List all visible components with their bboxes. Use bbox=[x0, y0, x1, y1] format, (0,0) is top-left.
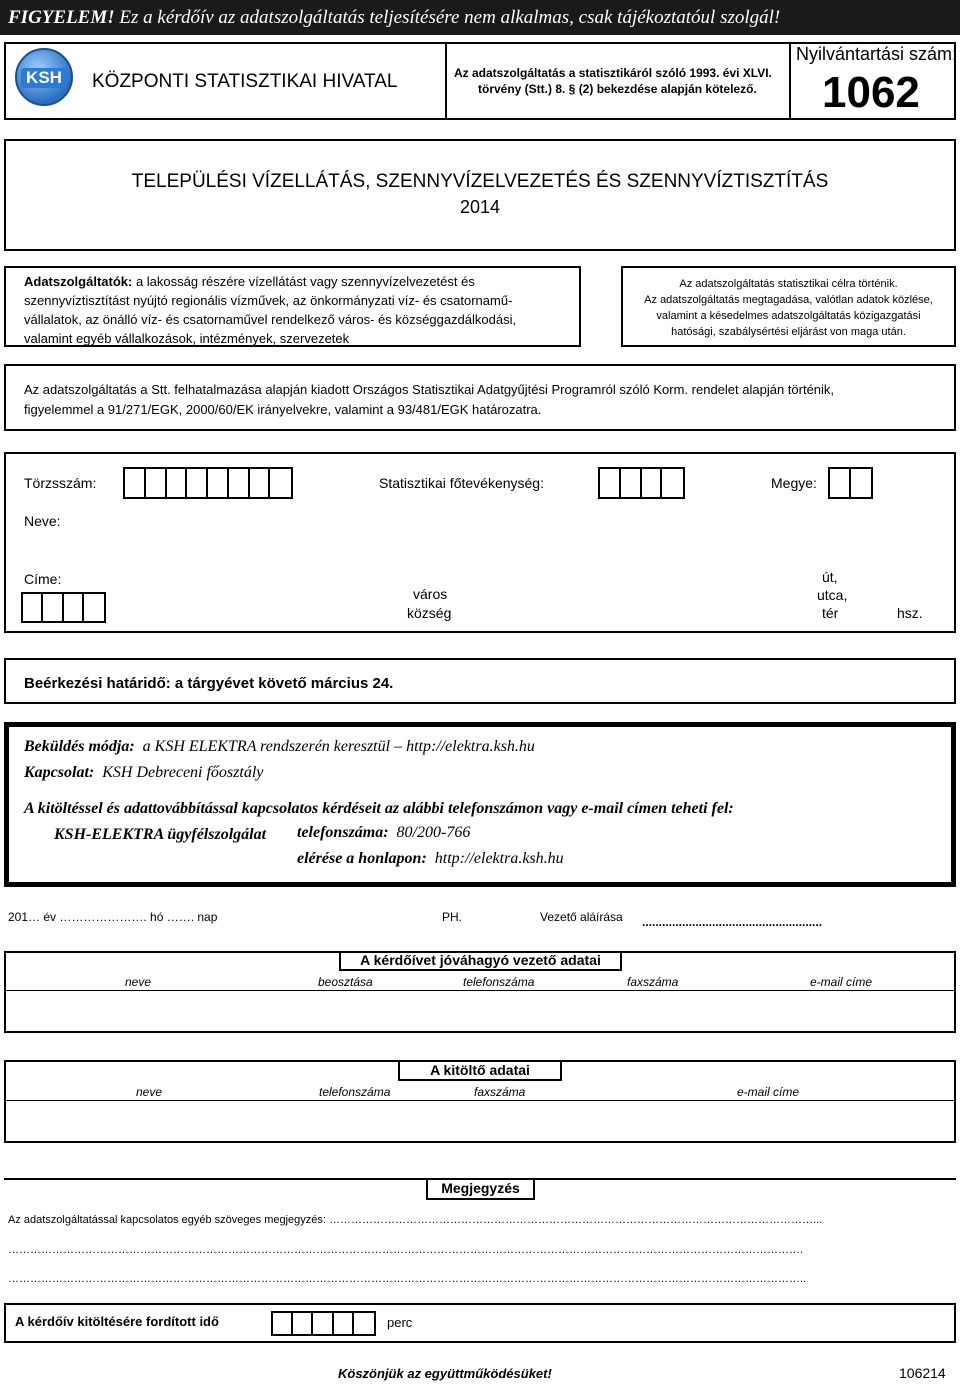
time-unit: perc bbox=[387, 1315, 413, 1330]
logo-text: KSH bbox=[21, 68, 67, 88]
utca-label: utca, bbox=[817, 587, 848, 603]
filler-col-email: e-mail címe bbox=[737, 1085, 800, 1099]
providers-text: Adatszolgáltatók: a lakosság részére vízellátást vagy szennyvízelvezetést és szennyvíztisztítást nyújtó regionális vízművek, az önkormányzati víz- és csatornamű- vállalatok, az önálló víz- és csatornaművel rendelkező város- és községgazdálkodási, valamint egyéb vállalkozások, intézmények, szervezetek bbox=[24, 274, 517, 346]
warning-prefix: FIGYELEM! bbox=[8, 7, 115, 28]
notes-line-2[interactable]: ………………………………………………………………………………………………………………………………………………………………………………………………. bbox=[8, 1244, 804, 1256]
filler-title: A kitöltő adatai bbox=[430, 1062, 530, 1078]
time-label: A kérdőív kitöltésére fordított idő bbox=[15, 1314, 219, 1329]
thanks-text: Köszönjük az együttműködésüket! bbox=[338, 1366, 552, 1381]
survey-title: TELEPÜLÉSI VÍZELLÁTÁS, SZENNYVÍZELVEZETÉS ÉS SZENNYVÍZTISZTÍTÁS bbox=[131, 171, 829, 192]
ksh-logo bbox=[15, 48, 73, 106]
reg-number: 1062 bbox=[822, 68, 920, 117]
sign-label: Vezető aláírása bbox=[540, 910, 623, 924]
law-text-2: törvény (Stt.) 8. § (2) bekezdése alapján kötelező. bbox=[478, 82, 757, 96]
neve-label: Neve: bbox=[24, 513, 61, 529]
phone-line: telefonszáma: 80/200-766 bbox=[297, 824, 471, 841]
service-name: KSH-ELEKTRA ügyfélszolgálat bbox=[54, 826, 267, 843]
header-divider-2 bbox=[789, 42, 791, 120]
web-line: elérése a honlapon: http://elektra.ksh.hu bbox=[297, 850, 564, 867]
megye-label: Megye: bbox=[771, 475, 817, 491]
approver-col-email: e-mail címe bbox=[810, 975, 873, 989]
approver-col-faxszama: faxszáma bbox=[627, 975, 679, 989]
torzsszam-cells[interactable] bbox=[123, 467, 293, 499]
varos-label: város bbox=[413, 586, 448, 602]
warning-banner bbox=[0, 0, 960, 35]
notes-line-3[interactable]: ……………………………………………………………………………………………………………………………………………………………………………………………….. bbox=[8, 1273, 807, 1285]
deadline-text: Beérkezési határidő: a tárgyévet követő március 24. bbox=[24, 675, 394, 692]
kozseg-label: község bbox=[407, 605, 452, 621]
hsz-label: hsz. bbox=[897, 605, 923, 621]
warning-text: Ez a kérdőív az adatszolgáltatás teljesítésére nem alkalmas, csak tájékoztatóul szolgál! bbox=[119, 7, 781, 28]
title-box bbox=[4, 139, 956, 251]
filler-header-line bbox=[4, 1100, 956, 1101]
time-cells[interactable] bbox=[271, 1311, 376, 1336]
law-text-1: Az adatszolgáltatás a statisztikáról szóló 1993. évi XLVI. bbox=[454, 66, 772, 80]
ph-text: PH. bbox=[442, 910, 463, 924]
torzsszam-label: Törzsszám: bbox=[24, 475, 97, 491]
reg-label: Nyilvántartási szám: bbox=[796, 44, 958, 64]
fotev-cells[interactable] bbox=[598, 467, 685, 499]
ter-label: tér bbox=[822, 605, 839, 621]
survey-year: 2014 bbox=[459, 197, 501, 217]
notes-line-1[interactable]: Az adatszolgáltatással kapcsolatos egyéb szöveges megjegyzés: ……………………………………………………………………………………………………………………... bbox=[8, 1214, 823, 1226]
filler-col-telefonszama: telefonszáma bbox=[319, 1085, 391, 1099]
fotev-label: Statisztikai főtevékenység: bbox=[379, 475, 544, 491]
approver-title: A kérdőívet jóváhagyó vezető adatai bbox=[360, 952, 601, 968]
approver-col-neve: neve bbox=[125, 975, 152, 989]
sending-contact: Kapcsolat: KSH Debreceni főosztály bbox=[24, 764, 264, 781]
filler-col-neve: neve bbox=[136, 1085, 163, 1099]
providers-label: Adatszolgáltatók: bbox=[24, 274, 133, 289]
approver-header-line bbox=[4, 990, 956, 991]
cime-label: Címe: bbox=[24, 571, 62, 587]
header-divider-1 bbox=[445, 42, 447, 120]
filler-col-faxszama: faxszáma bbox=[474, 1085, 526, 1099]
ut-label: út, bbox=[822, 569, 838, 585]
megye-cells[interactable] bbox=[828, 467, 873, 499]
approver-col-beosztasa: beosztása bbox=[318, 975, 373, 989]
approver-col-telefonszama: telefonszáma bbox=[463, 975, 535, 989]
sending-mode: Beküldés módja: a KSH ELEKTRA rendszerén keresztül – http://elektra.ksh.hu bbox=[24, 738, 535, 755]
legal-text: Az adatszolgáltatás a Stt. felhatalmazása alapján kiadott Országos Statisztikai Adatgyűjtési Programról szóló Korm. rendelet alapján történik, figyelemmel a 91/271/EGK, 2000/60/EK irányelvekre, valamint a 93/481/EGK határozatra. bbox=[24, 382, 835, 417]
notice-text: Az adatszolgáltatás statisztikai célra történik. Az adatszolgáltatás megtagadása, valótlan adatok közlése, valamint a késedelmes adatszolgáltatás közigazgatási hatósági, szabálysértési eljárást von maga után. bbox=[644, 278, 933, 338]
sign-line[interactable]: ...................................................... bbox=[642, 915, 823, 929]
notes-title: Megjegyzés bbox=[441, 1180, 520, 1196]
form-code: 106214 bbox=[899, 1365, 946, 1381]
postcode-cells[interactable] bbox=[21, 592, 106, 623]
date-text: 201… év …………………. hó ……. nap bbox=[8, 910, 218, 924]
org-name: KÖZPONTI STATISZTIKAI HIVATAL bbox=[92, 71, 398, 92]
help-text: A kitöltéssel és adattovábbítással kapcsolatos kérdéseit az alábbi telefonszámon vagy e-mail címen teheti fel: bbox=[24, 800, 734, 817]
